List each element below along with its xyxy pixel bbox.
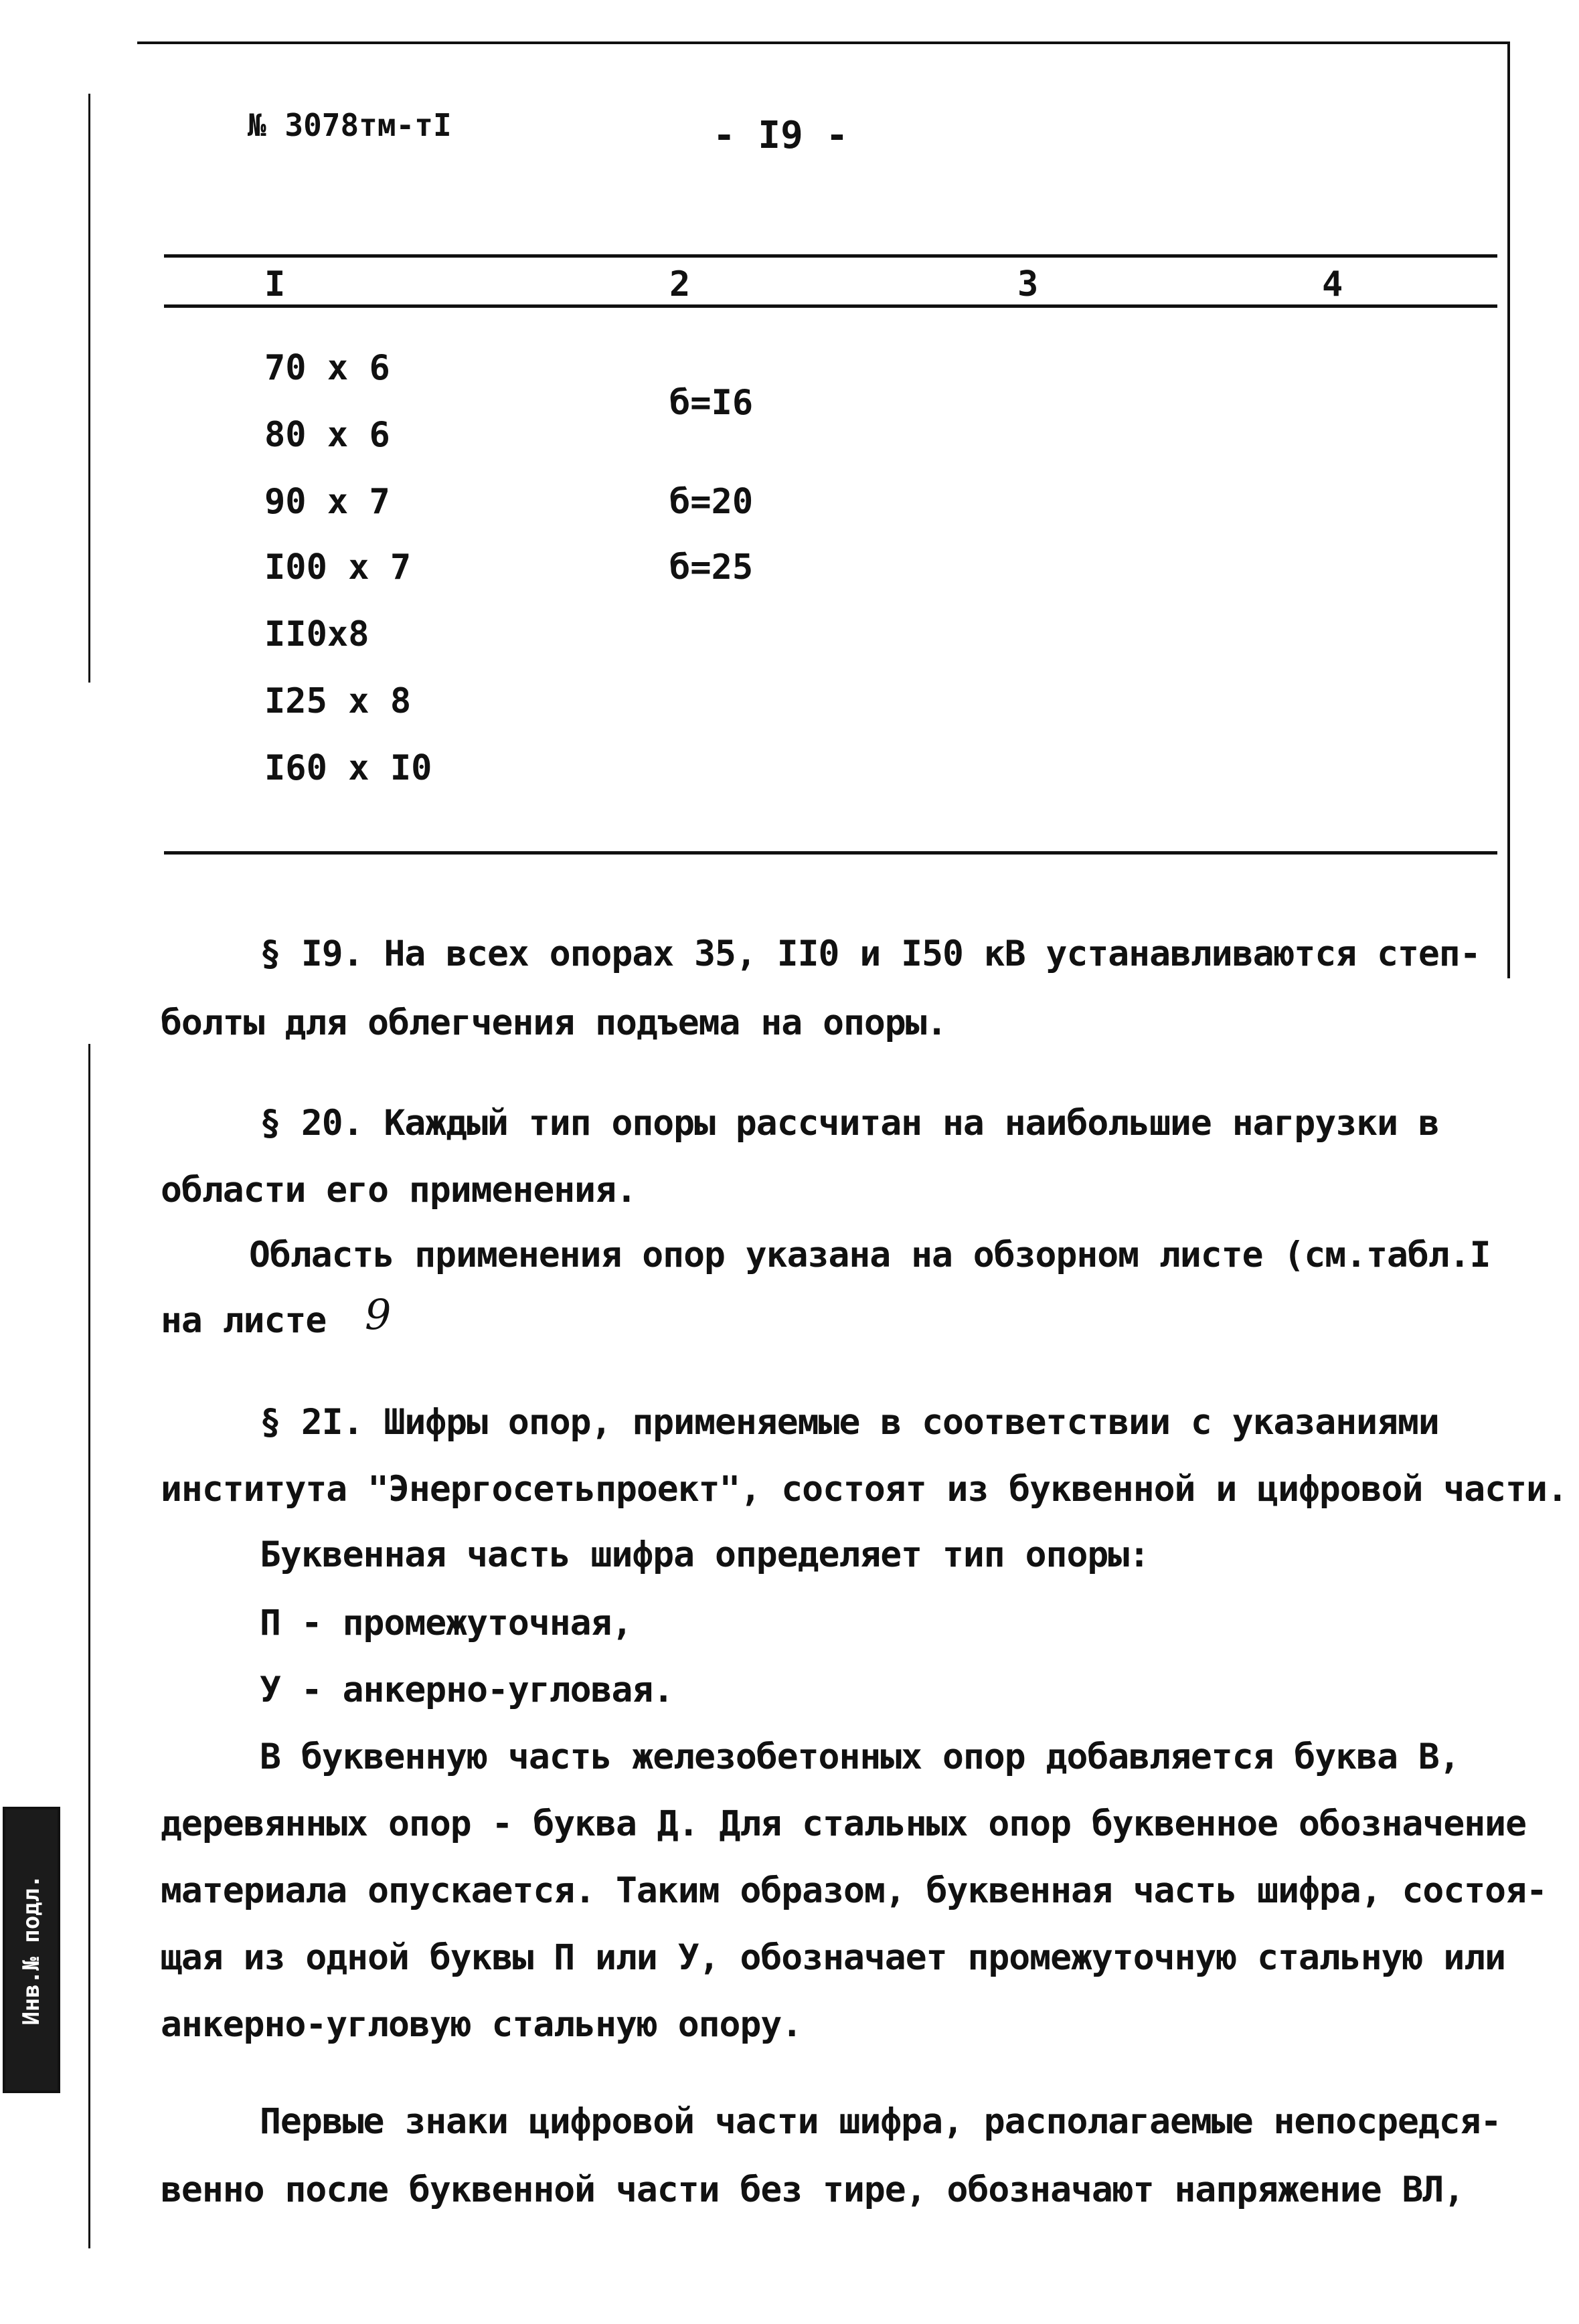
paragraph-20-line-1: § 20. Каждый тип опоры рассчитан на наибольшие нагрузки в [260, 1103, 1439, 1144]
paragraph-20-line-2: области его применения. [161, 1170, 637, 1211]
column-header-4: 4 [1322, 264, 1343, 304]
table-cell-size: 80 x 6 [264, 415, 390, 455]
table-cell-thickness: б=25 [669, 547, 754, 588]
paragraph-22-line-2: венно после буквенной части без тире, обозначают напряжение ВЛ, [161, 2169, 1465, 2210]
inventory-stamp-text: Инв.№ подл. [18, 1874, 45, 2026]
table-cell-thickness: б=I6 [669, 383, 754, 423]
table-cell-size: I00 x 7 [264, 547, 412, 588]
right-border [1507, 41, 1510, 978]
page-number: - I9 - [713, 114, 849, 157]
paragraph-21-line-8: материала опускается. Таким образом, буквенная часть шифра, состоя- [161, 1870, 1547, 1911]
paragraph-20-line-3: Область применения опор указана на обзорном листе (см.табл.I [249, 1235, 1491, 1275]
table-cell-size: I60 x I0 [264, 748, 432, 788]
table-bottom-rule [164, 851, 1497, 855]
paragraph-21-line-4: П - промежуточная, [260, 1603, 633, 1643]
table-cell-size: 70 x 6 [264, 348, 390, 388]
paragraph-19-line-2: болты для облегчения подъема на опоры. [161, 1002, 947, 1043]
table-top-rule [164, 254, 1497, 258]
table-cell-size: II0x8 [264, 614, 369, 654]
paragraph-21-line-3: Буквенная часть шифра определяет тип опоры: [260, 1534, 1150, 1575]
paragraph-22-line-1: Первые знаки цифровой части шифра, располагаемые непосредся- [260, 2101, 1501, 2142]
table-cell-size: I25 x 8 [264, 681, 412, 721]
column-header-3: 3 [1017, 264, 1039, 304]
left-margin-line-lower [88, 1044, 90, 2248]
paragraph-21-line-7: деревянных опор - буква Д. Для стальных опор буквенное обозначение [161, 1803, 1526, 1844]
paragraph-21-line-9: щая из одной буквы П или У, обозначает промежуточную стальную или [161, 1937, 1506, 1978]
column-header-1: I [264, 264, 286, 304]
paragraph-21-line-6: В буквенную часть железобетонных опор добавляется буква В, [260, 1736, 1460, 1777]
paragraph-19-line-1: § I9. На всех опорах 35, II0 и I50 кВ устанавливаются степ- [260, 933, 1481, 974]
paragraph-21-line-5: У - анкерно-угловая. [260, 1670, 674, 1710]
left-margin-line [88, 94, 90, 683]
inventory-stamp [3, 1807, 60, 2093]
paragraph-21-line-10: анкерно-угловую стальную опору. [161, 2004, 803, 2045]
table-cell-size: 90 x 7 [264, 482, 390, 522]
table-cell-thickness: б=20 [669, 482, 754, 522]
table-header-rule [164, 304, 1497, 308]
paragraph-20-line-4: на листе [161, 1300, 327, 1341]
paragraph-21-line-1: § 2I. Шифры опор, применяемые в соответствии с указаниями [260, 1402, 1439, 1443]
top-border [137, 41, 1509, 44]
handwritten-sheet-number: 9 [365, 1290, 392, 1339]
document-number: № 3078тм-тI [248, 107, 452, 143]
column-header-2: 2 [669, 264, 691, 304]
paragraph-21-line-2: института "Энергосетьпроект", состоят из буквенной и цифровой части. [161, 1469, 1568, 1510]
